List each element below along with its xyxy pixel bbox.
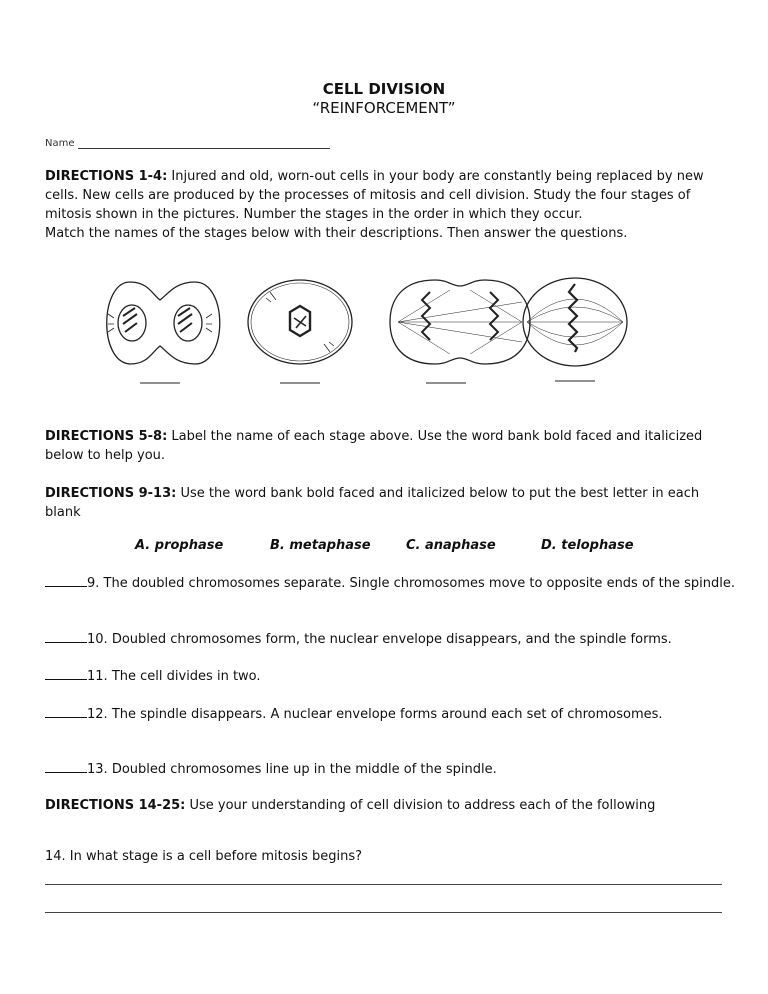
question-9-number: 9.: [87, 576, 100, 591]
directions-14-25-label: DIRECTIONS 14-25:: [45, 798, 186, 813]
answer-blank-10[interactable]: [45, 630, 87, 643]
mitosis-stage-illustrations: [90, 272, 650, 390]
answer-blank-12[interactable]: [45, 705, 87, 718]
question-11: [45, 667, 735, 686]
question-12-number: 12.: [87, 707, 108, 722]
answer-blank-9[interactable]: [45, 574, 87, 587]
word-bank-metaphase: B. metaphase: [270, 538, 371, 553]
answer-line-14b[interactable]: [45, 912, 722, 913]
question-12-text: The spindle disappears. A nuclear envelope forms around each set of chromosomes.: [107, 707, 663, 722]
directions-5-8-text: Label the name of each stage above. Use the word bank bold faced and italicized below to help you.: [45, 429, 703, 463]
stage-1-cell: [107, 282, 220, 364]
question-10-number: 10.: [87, 632, 108, 647]
question-12: [45, 705, 735, 724]
directions-1-4-label: DIRECTIONS 1-4:: [45, 169, 168, 184]
question-13: [45, 760, 735, 779]
directions-1-4-text2: Match the names of the stages below with their descriptions. Then answer the questions.: [45, 226, 628, 241]
name-label: Name: [45, 138, 75, 149]
question-14: 14. In what stage is a cell before mitosis begins?: [45, 849, 363, 864]
word-bank-prophase: A. prophase: [135, 538, 224, 553]
question-11-text: The cell divides in two.: [107, 669, 261, 684]
answer-blank-11[interactable]: [45, 667, 87, 680]
word-bank-anaphase: C. anaphase: [406, 538, 496, 553]
question-11-number: 11.: [87, 669, 108, 684]
answer-line-14a[interactable]: [45, 884, 722, 885]
stage-2-cell: [248, 280, 352, 364]
question-9: [45, 574, 735, 593]
question-10-text: Doubled chromosomes form, the nuclear envelope disappears, and the spindle forms.: [107, 632, 672, 647]
directions-5-8-label: DIRECTIONS 5-8:: [45, 429, 168, 444]
stage-3-cell: [390, 280, 530, 364]
worksheet-title: CELL DIVISION: [322, 80, 446, 98]
name-field[interactable]: [78, 138, 330, 149]
question-9-text: The doubled chromosomes separate. Single chromosomes move to opposite ends of the spindle.: [99, 576, 735, 591]
name-row: [45, 138, 330, 149]
worksheet-subtitle: “REINFORCEMENT”: [312, 99, 456, 117]
directions-9-13-text: Use the word bank bold faced and italicized below to put the best letter in each blank: [45, 486, 700, 520]
answer-blank-13[interactable]: [45, 760, 87, 773]
directions-14-25: [45, 796, 735, 815]
directions-9-13-label: DIRECTIONS 9-13:: [45, 486, 177, 501]
stage-4-cell: [523, 278, 627, 366]
directions-9-13: [45, 484, 735, 522]
question-13-number: 13.: [87, 762, 108, 777]
question-13-text: Doubled chromosomes line up in the middle of the spindle.: [107, 762, 497, 777]
question-10: [45, 630, 735, 649]
directions-14-25-text: Use your understanding of cell division to address each of the following: [185, 798, 656, 813]
directions-1-4-text: Injured and old, worn-out cells in your body are constantly being replaced by new cells. New cells are produced by the processes of mitosis and cell division. Study the four stages of mitosis shown in the pictures. Number the stages in the order in which they occur.: [45, 169, 704, 222]
word-bank-telophase: D. telophase: [541, 538, 634, 553]
directions-5-8: [45, 427, 735, 465]
directions-1-4: [45, 167, 735, 243]
